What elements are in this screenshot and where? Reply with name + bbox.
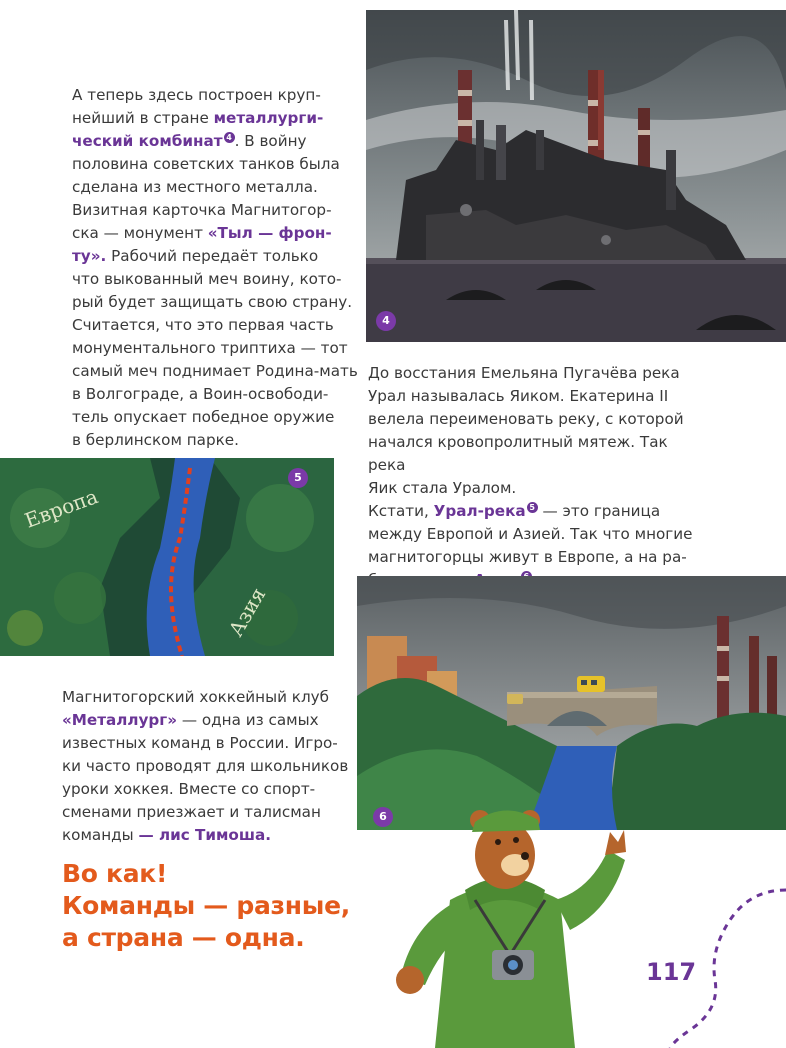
text-line: Яик стала Уралом. [368,479,517,497]
text-line: Кстати, [368,502,434,520]
bear-mascot-illustration [380,790,630,1048]
text-line: сменами приезжает и талисман [62,803,321,821]
text-line: что выкованный меч воину, кото- [72,270,342,288]
text-line: ска — монумент [72,224,208,242]
text-line: велела переименовать реку, с которой [368,410,684,428]
text-line: До восстания Емельяна Пугачёва река [368,364,680,382]
river-map-photo [0,458,334,656]
map-word-europe: Европа [21,484,102,533]
exclamation-line: Команды — разные, [62,891,350,920]
text-line: Рабочий передаёт только [106,247,319,265]
text-line: команды [62,826,139,844]
factory-photo [366,10,786,342]
text-line: в Волгограде, а Воин-освободи- [72,385,329,403]
photo-ref-marker: 5 [527,502,538,513]
text-line: рый будет защищать свою страну. [72,293,353,311]
highlight-term: металлурги- [213,109,324,127]
factory-illustration [366,10,786,342]
text-line: уроки хоккея. Вместе со спорт- [62,780,316,798]
text-line: нейший в стране [72,109,214,127]
text-line: известных команд в России. Игро- [62,734,338,752]
photo-number-badge: 6 [373,807,393,827]
text-line: между Европой и Азией. Так что многие [368,525,693,543]
highlight-term: ту». [72,247,107,265]
paragraph-hockey [62,686,352,847]
text-line: . В войну [234,132,307,150]
text-line: — одна из самых [177,711,319,729]
text-line: самый меч поднимает Родина-мать [72,362,358,380]
highlight-term: Урал-река [433,502,526,520]
text-line: магнитогорцы живут в Европе, а на ра- [368,548,687,566]
text-line: тель опускает победное оружие [72,408,335,426]
exclamation-line: Во как! [62,859,168,888]
photo-number-badge: 4 [376,311,396,331]
text-line: ки часто проводят для школьников [62,757,349,775]
text-line: монументального триптиха — тот [72,339,348,357]
text-line: начался кровопролитный мятеж. Так река [368,433,668,474]
photo-ref-marker: 4 [224,132,235,143]
text-line: — это граница [537,502,661,520]
paragraph-factory [72,84,362,452]
text-line: половина советских танков была [72,155,340,173]
highlight-term: «Металлург» [62,711,178,729]
highlight-term: — лис Тимоша. [138,826,272,844]
exclamation-heading [62,858,350,954]
text-line: в берлинском парке. [72,431,239,449]
exclamation-line: а страна — одна. [62,923,305,952]
text-line: Магнитогорский хоккейный клуб [62,688,330,706]
page-number: 117 [646,958,697,986]
photo-number-badge: 5 [288,468,308,488]
text-line: Визитная карточка Магнитогор- [72,201,332,219]
text-line: Считается, что это первая часть [72,316,334,334]
highlight-term: ческий комбинат [72,132,223,150]
map-word-asia: Азия [223,583,271,641]
river-map-illustration [0,458,334,656]
text-line: А теперь здесь построен круп- [72,86,321,104]
text-line: Урал называлась Яиком. Екатерина II [368,387,669,405]
highlight-term: «Тыл — фрон- [207,224,332,242]
text-line: сделана из местного металла. [72,178,318,196]
paragraph-ural-river [368,362,698,592]
